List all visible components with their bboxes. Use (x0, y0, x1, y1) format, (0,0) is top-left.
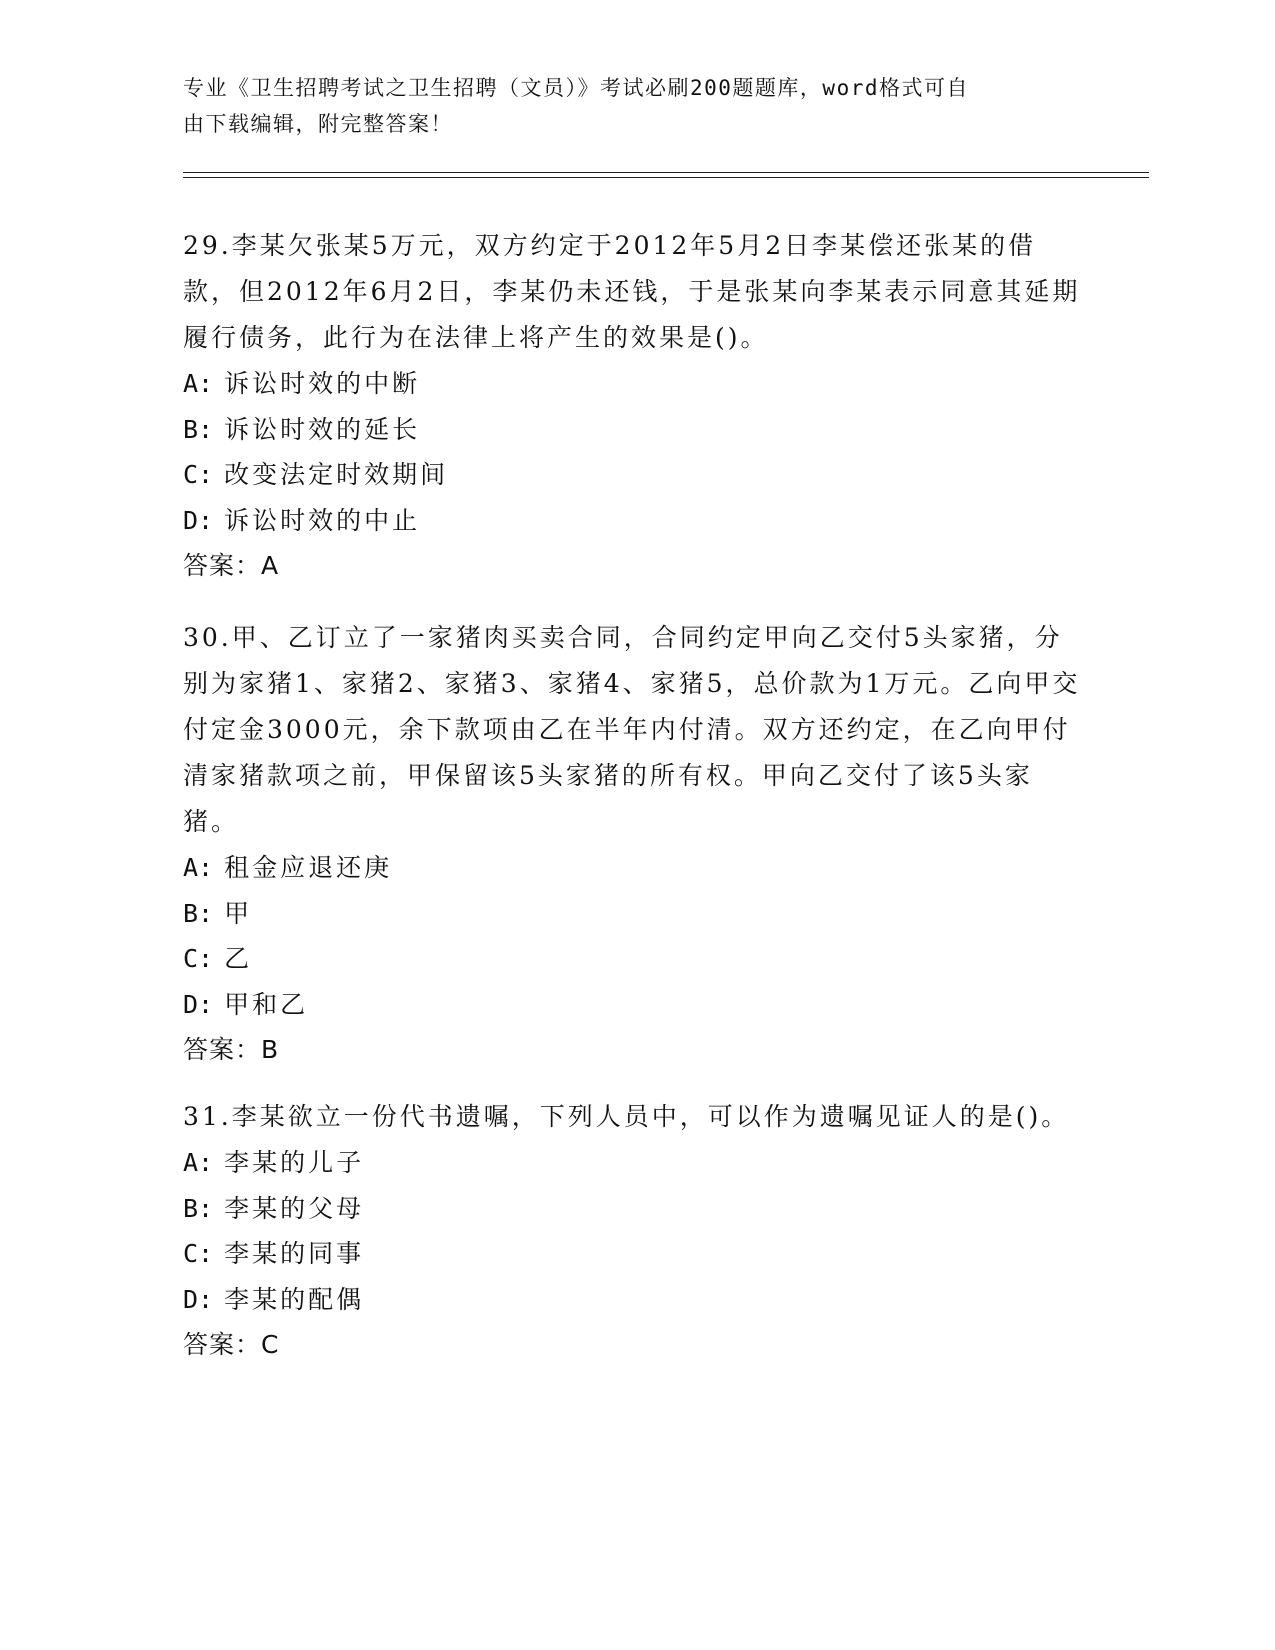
option-letter: C: (183, 1239, 214, 1268)
option-letter: A: (183, 853, 214, 882)
option-letter: C: (183, 944, 214, 973)
option-text: 李某的同事 (224, 1239, 365, 1268)
question-stem: 31.李某欲立一份代书遗嘱，下列人员中，可以作为遗嘱见证人的是()。 (183, 1102, 1070, 1131)
option-letter: D: (183, 1284, 214, 1314)
question-30 (183, 615, 1088, 1072)
option-letter: A: (183, 1148, 214, 1177)
option-text: 诉讼时效的中止 (224, 505, 421, 535)
header-rule-bottom (183, 177, 1149, 178)
answer-label: 答案：B (183, 1035, 280, 1064)
option-text: 租金应退还庚 (224, 853, 393, 882)
option-text: 诉讼时效的延长 (224, 414, 421, 444)
option-d (183, 498, 1088, 544)
option-a (183, 361, 1088, 407)
option-d (183, 1277, 1088, 1323)
option-d (183, 982, 1088, 1028)
option-text: 甲和乙 (224, 989, 309, 1019)
option-text: 诉讼时效的中断 (224, 369, 421, 398)
option-letter: C: (183, 460, 214, 489)
option-letter: B: (183, 1193, 214, 1223)
answer-label: 答案：A (183, 551, 280, 580)
option-c (183, 452, 1088, 498)
option-text: 改变法定时效期间 (224, 460, 449, 489)
option-b (183, 407, 1088, 453)
option-letter: B: (183, 898, 214, 928)
header-rule-top (183, 172, 1149, 173)
option-text: 李某的父母 (224, 1193, 365, 1223)
question-stem: 30.甲、乙订立了一家猪肉买卖合同，合同约定甲向乙交付5头家猪，分别为家猪1、家猪2、家猪3、家猪4、家猪5，总价款为1万元。乙向甲交付定金3000元，余下款项由乙在半年内付清。双方还约定，在乙向甲付清家猪款项之前，甲保留该5头家猪的所有权。甲向乙交付了该5头家猪。 (183, 623, 1081, 836)
option-a (183, 1140, 1088, 1186)
option-letter: A: (183, 369, 214, 398)
option-text: 甲 (224, 898, 253, 928)
document-header (183, 70, 1063, 142)
option-letter: B: (183, 414, 214, 444)
question-stem: 29.李某欠张某5万元，双方约定于2012年5月2日李某偿还张某的借款，但2012年6月2日，李某仍未还钱，于是张某向李某表示同意其延期履行债务，此行为在法律上将产生的效果是()。 (183, 231, 1081, 352)
header-line-1: 专业《卫生招聘考试之卫生招聘（文员）》考试必刷200题题库，word格式可自 (183, 76, 969, 100)
option-letter: D: (183, 505, 214, 535)
answer-label: 答案：C (183, 1330, 280, 1359)
option-text: 李某的儿子 (224, 1148, 365, 1177)
option-b (183, 1186, 1088, 1232)
question-31 (183, 1094, 1088, 1367)
option-letter: D: (183, 989, 214, 1019)
option-b (183, 891, 1088, 937)
option-text: 李某的配偶 (224, 1284, 365, 1314)
option-text: 乙 (224, 944, 253, 973)
option-c (183, 1231, 1088, 1277)
option-c (183, 936, 1088, 982)
question-29 (183, 223, 1088, 588)
header-line-2: 由下载编辑，附完整答案！ (183, 112, 453, 136)
option-a (183, 845, 1088, 891)
